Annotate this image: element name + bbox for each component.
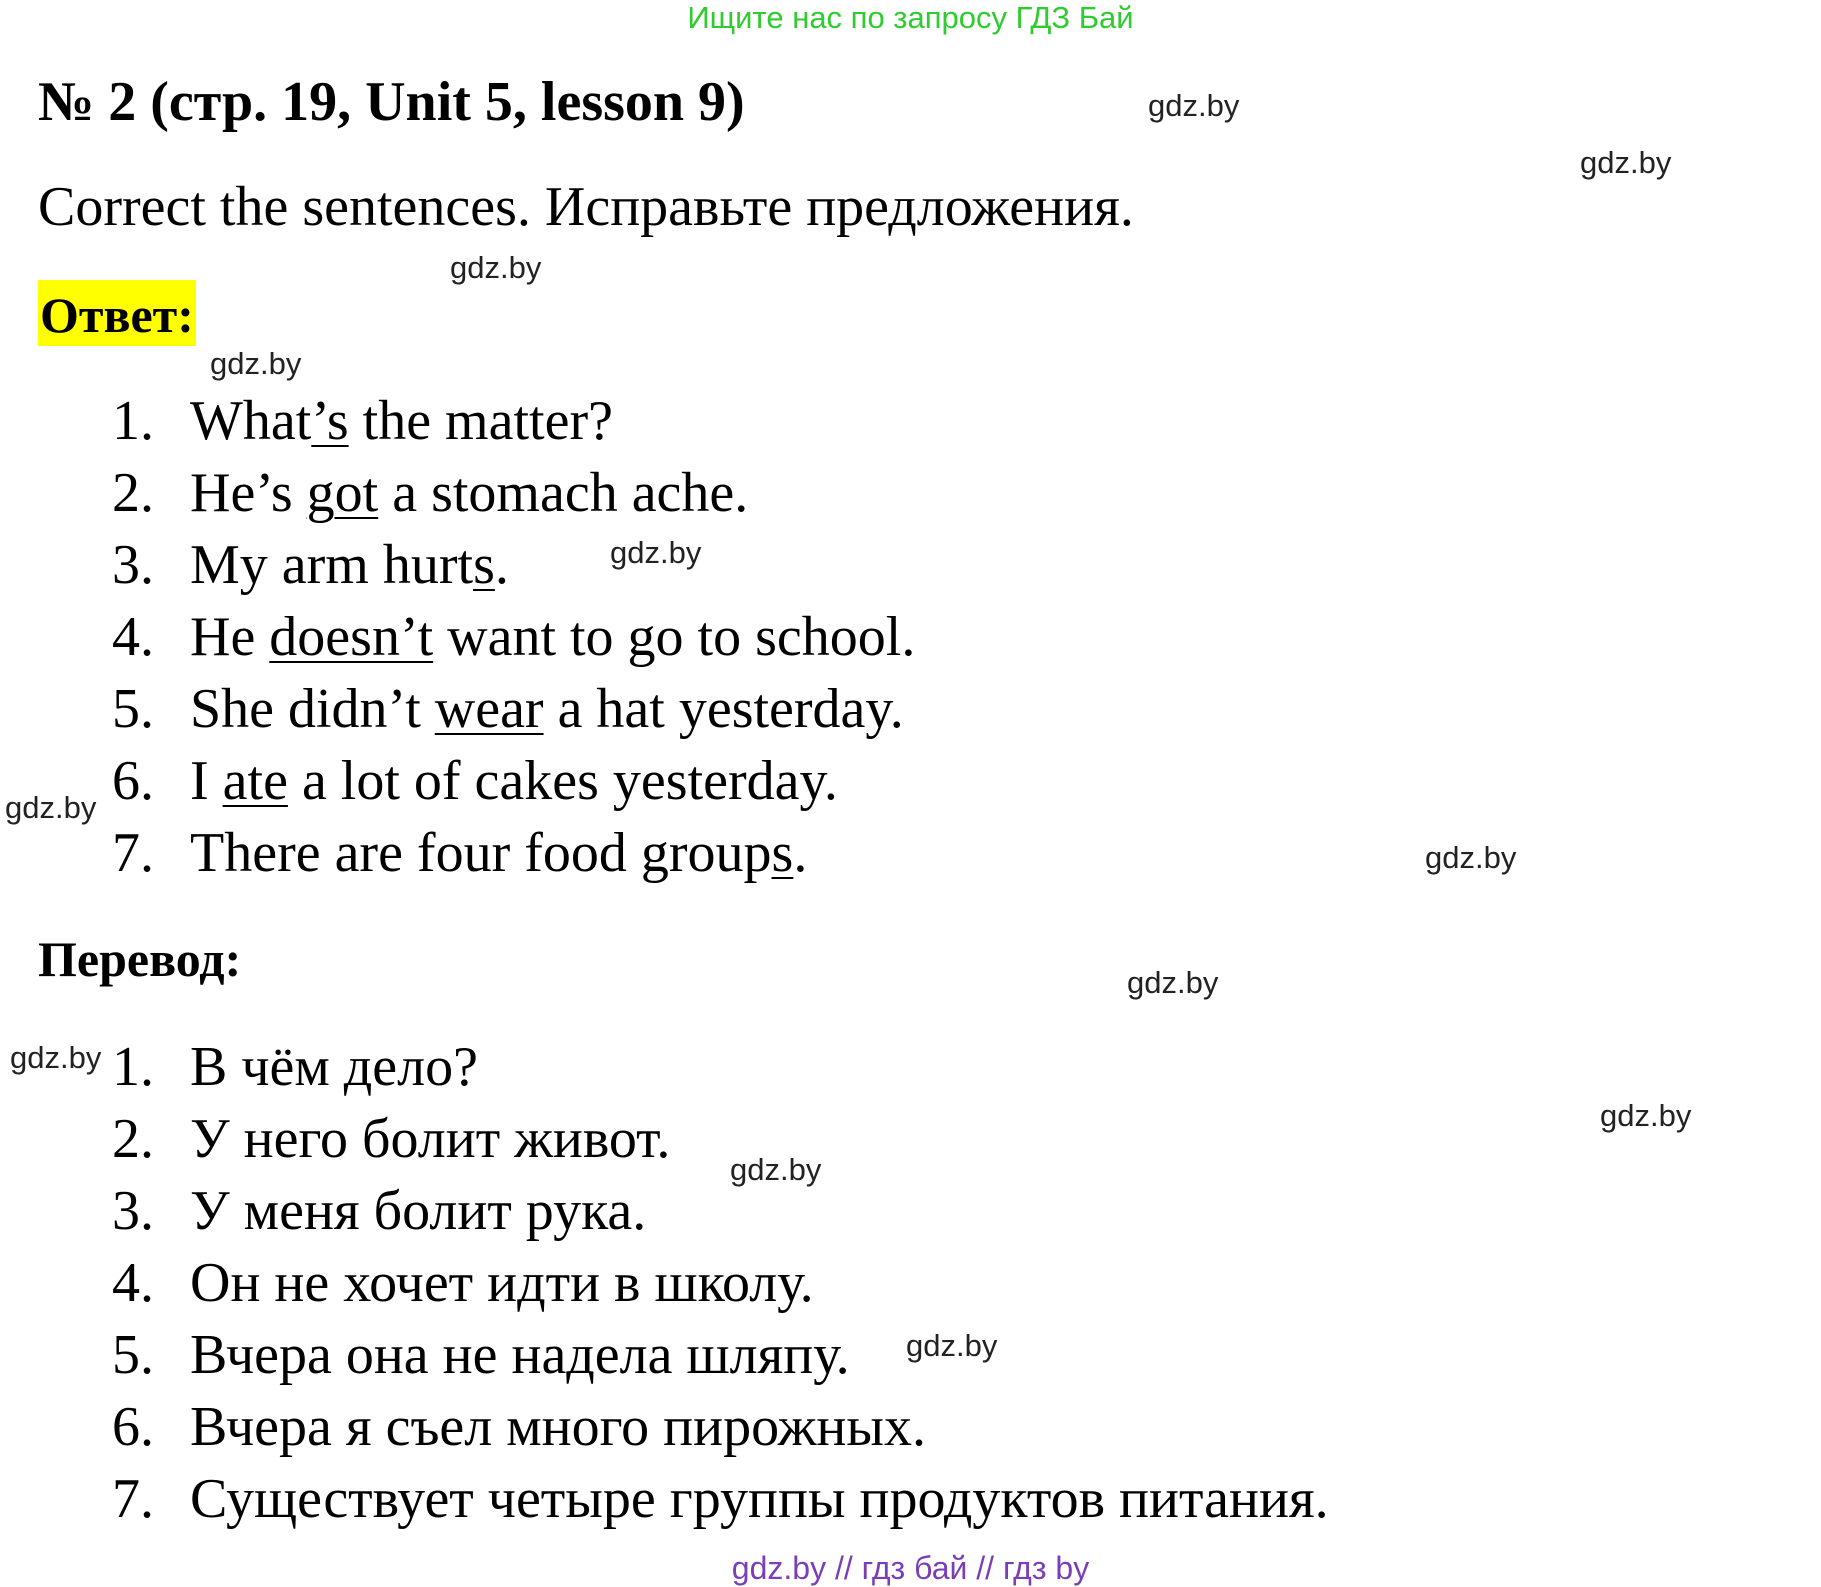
answer-item: 4. He doesn’t want to go to school.	[112, 606, 916, 668]
answer-item: 6. I ate a lot of cakes yesterday.	[112, 750, 838, 812]
task-text: Correct the sentences. Исправьте предложения.	[38, 176, 1134, 238]
watermark: gdz.by	[5, 790, 97, 825]
translation-item: 7. Существует четыре группы продуктов питания.	[112, 1468, 1329, 1530]
watermark: gdz.by	[730, 1152, 822, 1187]
translation-item: 1. В чём дело?	[112, 1036, 478, 1098]
translation-label: Перевод:	[38, 931, 242, 987]
translation-item: 5. Вчера она не надела шляпу.	[112, 1324, 850, 1386]
exercise-title: № 2 (стр. 19, Unit 5, lesson 9)	[38, 71, 745, 133]
watermark: gdz.by	[10, 1040, 102, 1075]
watermark: gdz.by	[610, 535, 702, 570]
watermark: gdz.by	[210, 346, 302, 381]
answer-item: 2. He’s got a stomach ache.	[112, 462, 749, 524]
watermark: gdz.by	[1425, 840, 1517, 875]
translation-item: 2. У него болит живот.	[112, 1108, 671, 1170]
watermark: gdz.by	[1580, 145, 1672, 180]
watermark: gdz.by	[1148, 88, 1240, 123]
watermark: gdz.by	[906, 1328, 998, 1363]
answer-item: 5. She didn’t wear a hat yesterday.	[112, 678, 904, 740]
translation-item: 6. Вчера я съел много пирожных.	[112, 1396, 927, 1458]
watermark: gdz.by	[450, 250, 542, 285]
answer-item: 7. There are four food groups.	[112, 822, 808, 884]
answer-item: 1. What’s the matter?	[112, 390, 613, 452]
answer-item: 3. My arm hurts.	[112, 534, 509, 596]
translation-item: 3. У меня болит рука.	[112, 1180, 647, 1242]
watermark: gdz.by	[1127, 965, 1219, 1000]
footer-links: gdz.by // гдз бай // гдз by	[731, 1550, 1090, 1586]
answer-label: Ответ:	[38, 280, 196, 346]
search-banner: Ищите нас по запросу ГДЗ Бай	[687, 0, 1134, 35]
watermark: gdz.by	[1600, 1098, 1692, 1133]
translation-item: 4. Он не хочет идти в школу.	[112, 1252, 814, 1314]
